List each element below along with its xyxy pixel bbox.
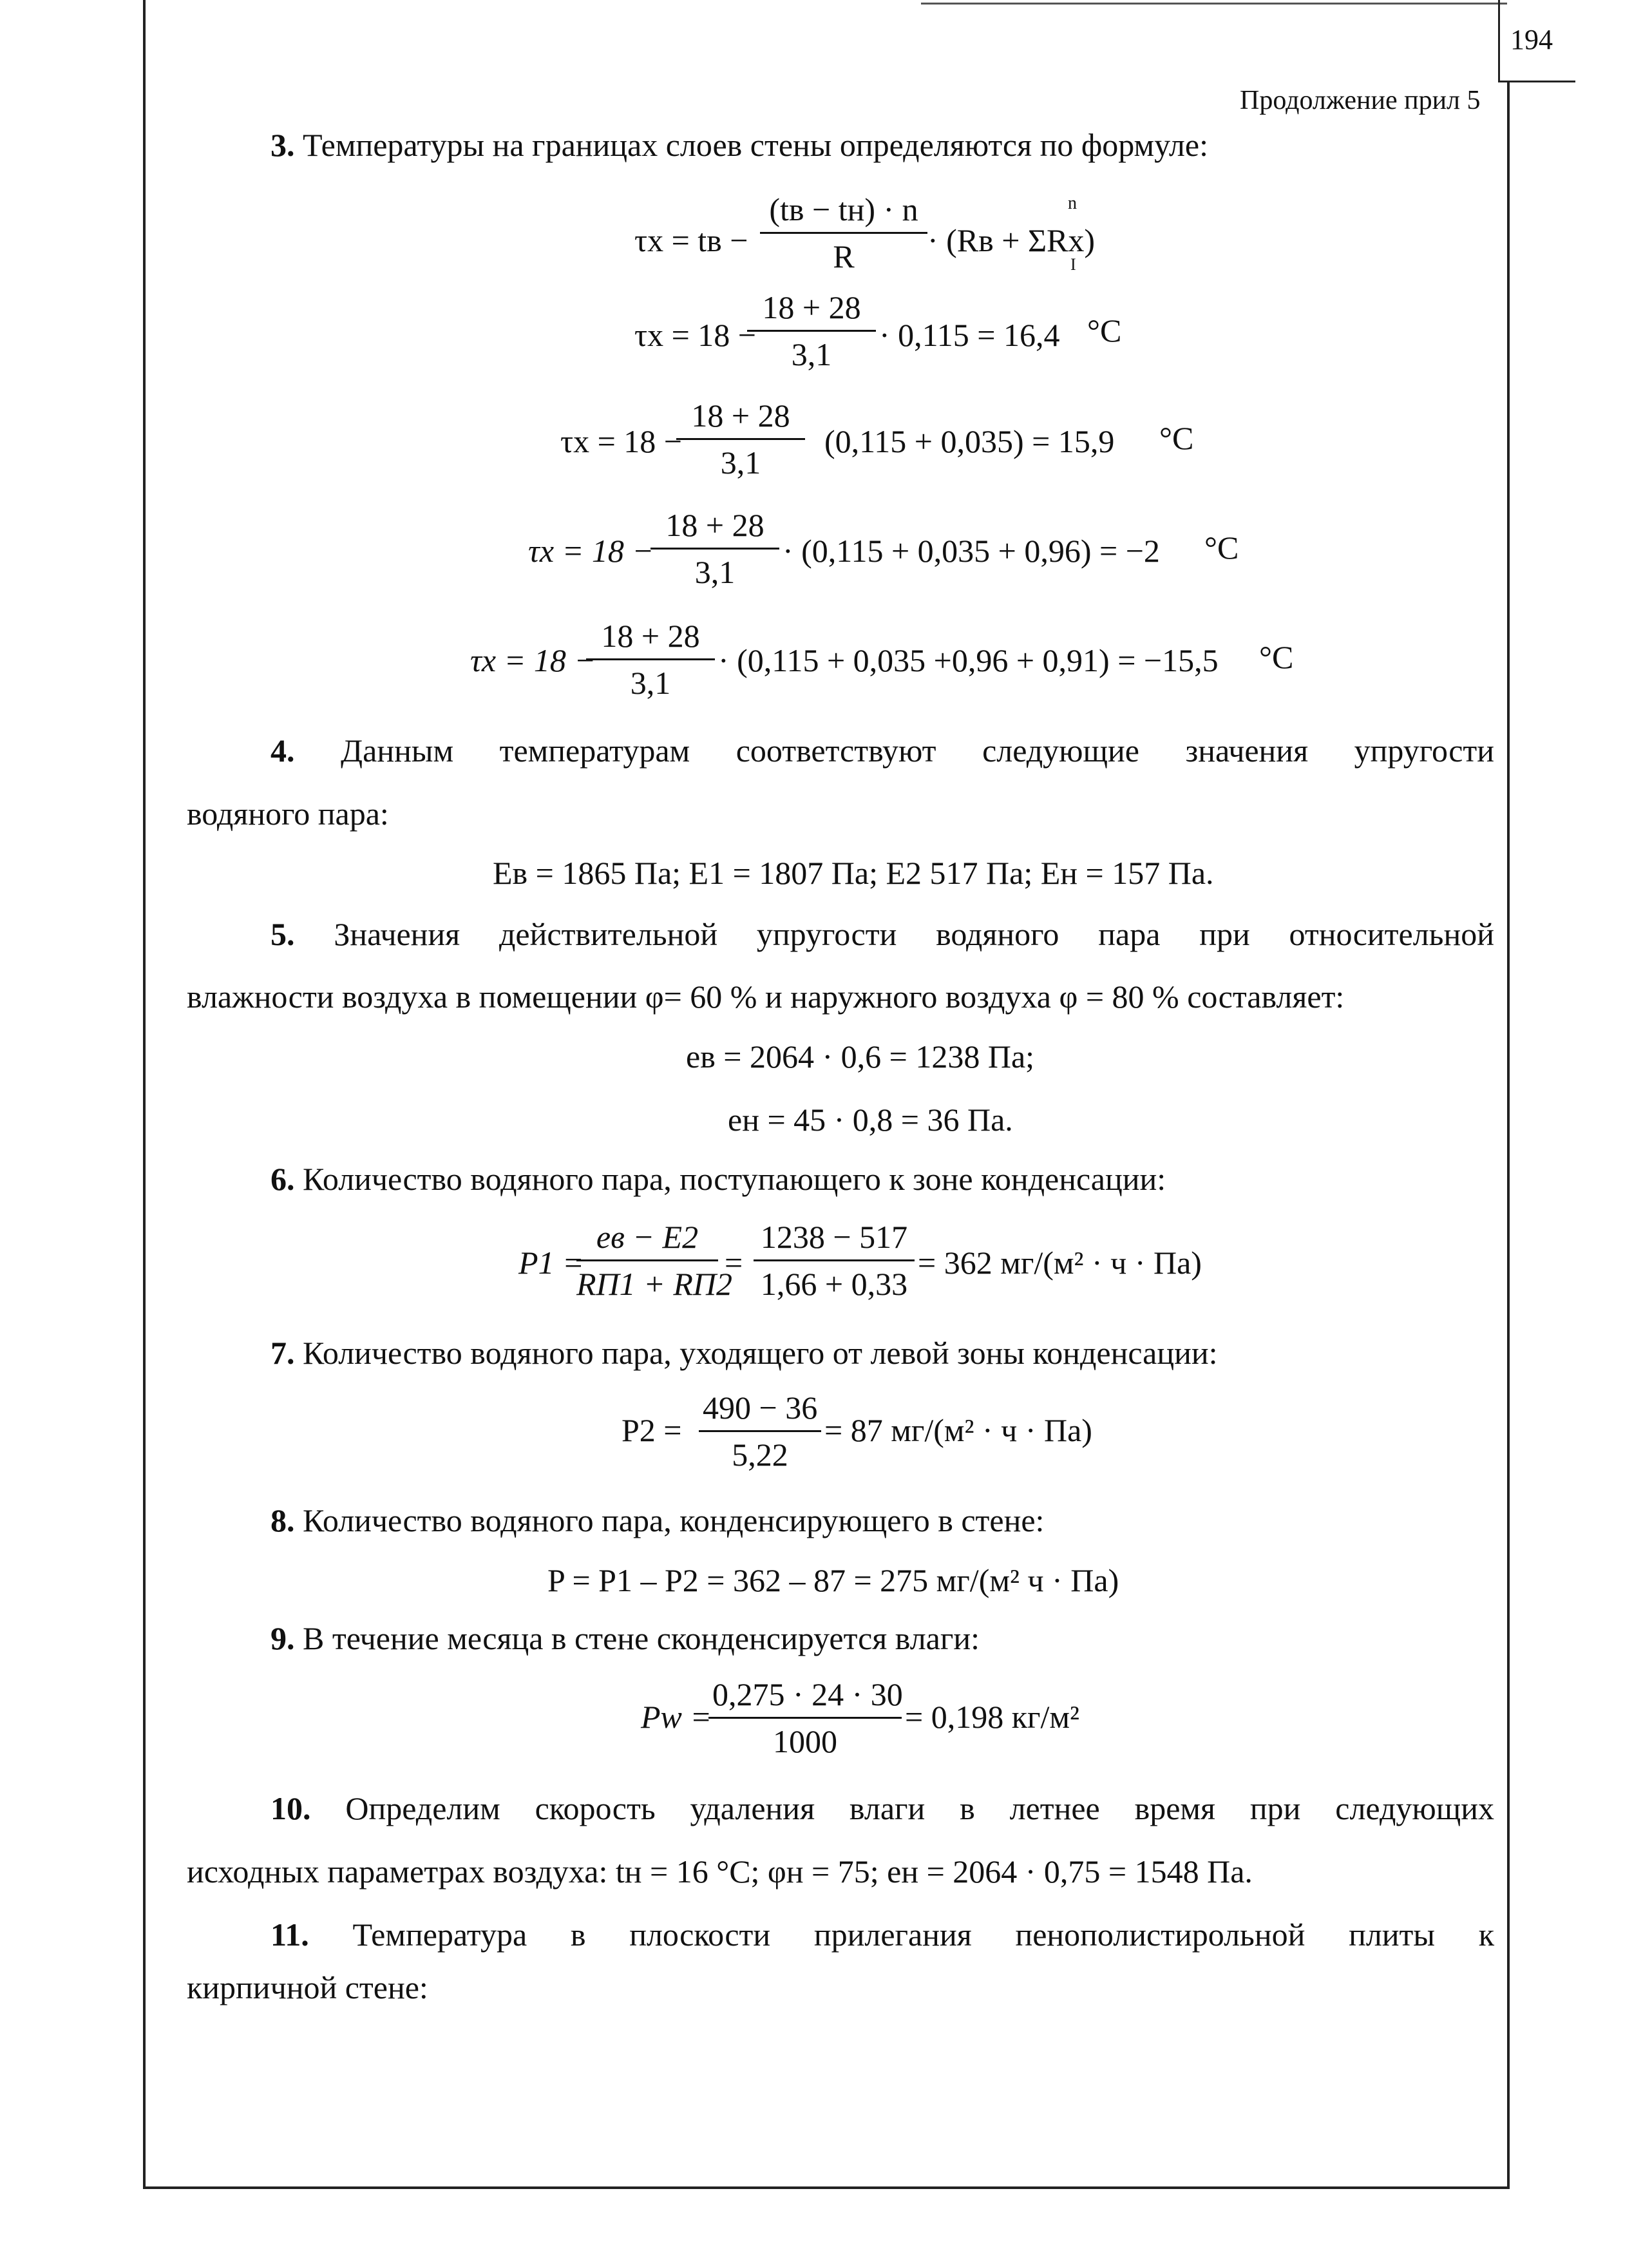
item-5-line2: влажности воздуха в помещении φ= 60 % и наружного воздуха φ = 80 % составляет: <box>187 979 1345 1015</box>
page-frame-right <box>1507 82 1510 2189</box>
formula-t1-fraction <box>747 291 876 370</box>
item-9 <box>271 1622 980 1654</box>
fraction-denominator: 1000 <box>773 1723 837 1759</box>
item-number: 7. <box>271 1335 295 1371</box>
item-3 <box>271 129 1208 161</box>
formula-t4-lhs: τx = 18 − <box>470 642 596 678</box>
formula-t1-rhs: · 0,115 = 16,4 <box>879 317 1060 353</box>
item-8 <box>271 1504 1044 1536</box>
item-text: В течение месяца в стене сконденсируется влаги: <box>303 1620 980 1656</box>
fraction-numerator: 1238 − 517 <box>760 1219 908 1255</box>
item-number: 4. <box>271 732 295 769</box>
formula-t2-rhs: (0,115 + 0,035) = 15,9 <box>824 423 1115 459</box>
formula-t2-lhs: τx = 18 − <box>560 423 682 459</box>
formula-p1-lhs: P1 = <box>518 1245 584 1281</box>
formula-t3-rhs: · (0,115 + 0,035 + 0,96) = −2 <box>783 533 1160 569</box>
formula-p2-fraction <box>699 1392 821 1471</box>
page-number: 194 <box>1510 24 1553 55</box>
fraction-numerator: 18 + 28 <box>601 618 700 654</box>
item-4-line1 <box>271 734 1494 767</box>
formula-p2-lhs: P2 = <box>622 1412 682 1448</box>
sum-upper-limit: n <box>1068 193 1077 213</box>
item-number: 9. <box>271 1620 295 1656</box>
formula-p1-fraction-numeric <box>754 1221 915 1300</box>
page-frame-bottom <box>143 2186 1510 2189</box>
e-outside: ен = 45 · 0,8 = 36 Па. <box>728 1102 1013 1138</box>
item-number: 8. <box>271 1502 295 1538</box>
formula-general-lhs: τx = tв − <box>634 222 748 258</box>
formula-p2-rhs: = 87 мг/(м² · ч · Па) <box>824 1412 1092 1448</box>
item-5-line1 <box>271 918 1494 950</box>
formula-pw-lhs: Pw = <box>641 1699 712 1735</box>
page-frame-left <box>143 0 146 2189</box>
fraction-denominator: 1,66 + 0,33 <box>760 1266 908 1302</box>
item-7 <box>271 1337 1218 1369</box>
formula-t3-fraction <box>650 509 779 588</box>
formula-p-total: P = P1 – P2 = 362 – 87 = 275 мг/(м² ч · Па) <box>547 1562 1119 1598</box>
fraction-denominator: 5,22 <box>732 1437 788 1473</box>
item-text: Значения действительной упругости водяного пара при относительной <box>334 916 1494 952</box>
item-number: 6. <box>271 1161 295 1197</box>
item-text: Температуры на границах слоев стены определяются по формуле: <box>303 127 1208 163</box>
item-text: Данным температурам соответствуют следующие значения упругости <box>341 732 1494 769</box>
item-number: 5. <box>271 916 295 952</box>
page-frame-top <box>921 3 1507 5</box>
fraction-denominator: RП1 + RП2 <box>576 1266 733 1302</box>
formula-p1-rhs: = 362 мг/(м² · ч · Па) <box>918 1245 1202 1281</box>
fraction-denominator: 3,1 <box>791 336 832 372</box>
continuation-label: Продолжение прил 5 <box>1240 86 1481 115</box>
item-10-line1 <box>271 1792 1494 1824</box>
formula-t3-lhs: τx = 18 − <box>528 533 654 569</box>
formula-general-rhs: · (Rв + ΣRx) <box>927 222 1096 258</box>
item-number: 11. <box>271 1917 309 1953</box>
item-11-line1 <box>271 1918 1494 1951</box>
e-values: Eв = 1865 Па; E1 = 1807 Па; E2 517 Па; Eн = 157 Па. <box>493 855 1214 891</box>
formula-pw-fraction <box>708 1678 902 1757</box>
item-number: 3. <box>271 127 295 163</box>
item-10-line2: исходных параметрах воздуха: tн = 16 °С; φн = 75; ен = 2064 · 0,75 = 1548 Па. <box>187 1853 1253 1889</box>
fraction-denominator: 3,1 <box>630 665 671 701</box>
fraction-numerator: ев − E2 <box>596 1219 699 1255</box>
formula-p1-fraction-symbolic <box>576 1219 733 1302</box>
item-11-line2: кирпичной стене: <box>187 1969 428 2005</box>
formula-t1-lhs: τx = 18 − <box>634 317 756 353</box>
item-4-line2: водяного пара: <box>187 796 389 832</box>
fraction-numerator: 490 − 36 <box>703 1390 818 1426</box>
item-text: Количество водяного пара, уходящего от левой зоны конденсации: <box>303 1335 1218 1371</box>
fraction-numerator: 0,275 · 24 · 30 <box>712 1676 903 1712</box>
formula-t2-fraction <box>676 399 805 479</box>
e-inside: ев = 2064 · 0,6 = 1238 Па; <box>686 1038 1035 1075</box>
formula-t4-rhs: · (0,115 + 0,035 +0,96 + 0,91) = −15,5 <box>718 642 1219 678</box>
fraction-numerator: 18 + 28 <box>762 289 861 325</box>
item-6 <box>271 1163 1166 1195</box>
fraction-numerator: (tв − tн) · n <box>769 191 918 227</box>
formula-pw-rhs: = 0,198 кг/м² <box>905 1699 1080 1735</box>
item-text: Количество водяного пара, поступающего к зоне конденсации: <box>303 1161 1166 1197</box>
item-text: Определим скорость удаления влаги в летнее время при следующих <box>345 1790 1494 1826</box>
fraction-numerator: 18 + 28 <box>665 507 764 543</box>
formula-t3-unit: °С <box>1204 530 1239 566</box>
sum-lower-limit: I <box>1070 255 1076 274</box>
fraction-denominator: R <box>833 238 855 274</box>
item-number: 10. <box>271 1790 311 1826</box>
formula-t4-unit: °С <box>1259 639 1294 675</box>
fraction-denominator: 3,1 <box>720 445 761 481</box>
formula-p1-equals: = <box>725 1245 743 1281</box>
fraction-numerator: 18 + 28 <box>691 397 790 434</box>
formula-t1-unit: °С <box>1087 312 1122 349</box>
formula-t2-unit: °С <box>1159 420 1194 456</box>
item-text: Температура в плоскости прилегания пенополистирольной плиты к <box>352 1917 1495 1953</box>
fraction-denominator: 3,1 <box>694 554 736 590</box>
formula-general-fraction <box>760 193 927 273</box>
item-text: Количество водяного пара, конденсирующего в стене: <box>303 1502 1045 1538</box>
formula-t4-fraction <box>586 620 715 699</box>
